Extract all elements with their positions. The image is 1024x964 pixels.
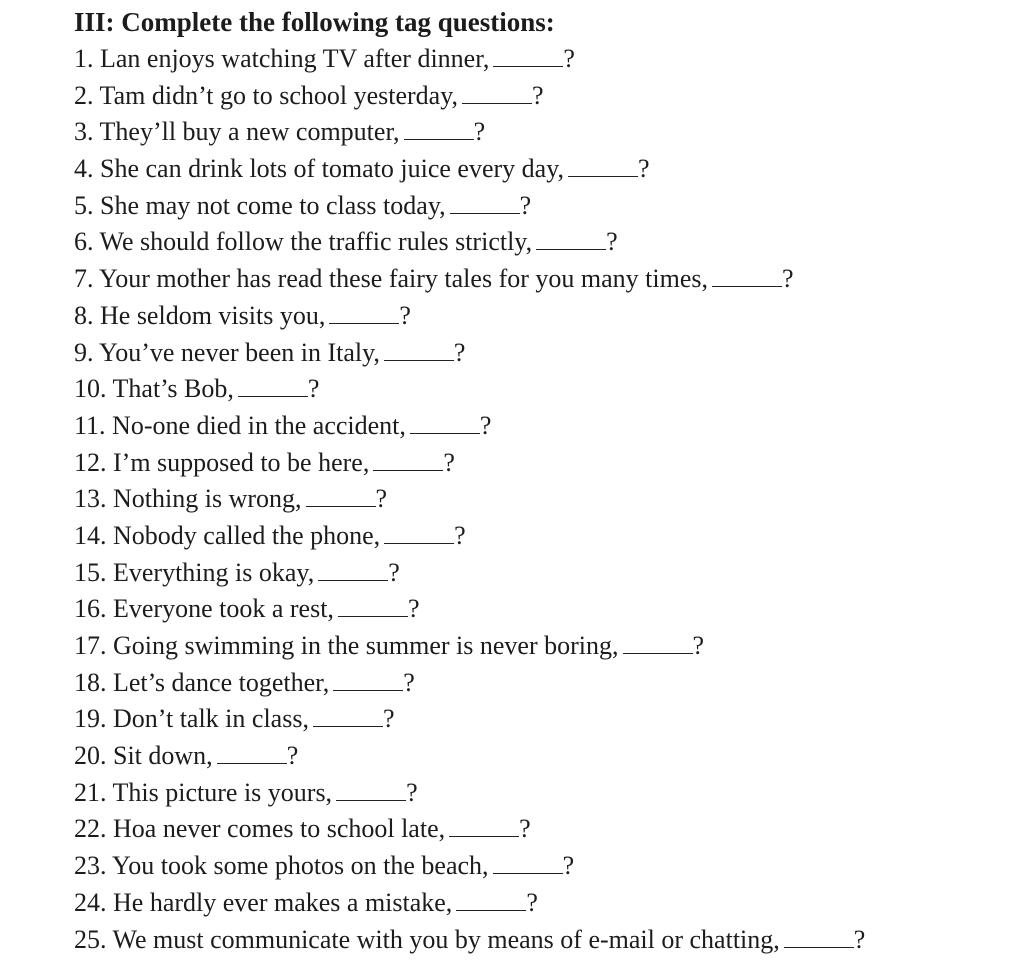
question-number: 11. [74,410,106,440]
question-number: 2. [74,80,94,110]
question-item [74,922,1014,959]
answer-blank[interactable] [493,46,563,67]
question-item [74,591,1014,628]
answer-blank[interactable] [536,229,606,250]
question-text: Going swimming in the summer is never boring, [113,631,619,660]
question-number: 10. [74,374,107,404]
question-number: 19. [74,704,107,734]
question-item [74,701,1014,738]
question-text: Sit down, [113,741,213,771]
question-item [74,665,1014,702]
question-mark: ? [382,704,395,734]
question-mark: ? [403,667,415,697]
question-mark: ? [375,484,388,514]
question-text: Nobody called the phone, [113,520,381,550]
question-number: 20. [74,741,107,771]
question-mark: ? [519,190,532,220]
question-text: Don’t talk in class, [113,704,309,734]
question-text: He seldom visits you, [100,300,326,330]
question-mark: ? [563,44,575,73]
question-number: 8. [74,300,94,330]
question-mark: ? [479,410,492,440]
worksheet [74,4,1014,958]
question-mark: ? [692,631,705,660]
question-number: 9. [74,337,94,367]
question-item [74,224,1014,261]
question-item [74,811,1014,848]
question-text: Everyone took a rest, [113,594,334,624]
answer-blank[interactable] [373,450,443,471]
question-number: 22. [74,814,107,844]
question-number: 17. [74,631,107,660]
answer-blank[interactable] [404,119,474,140]
question-number: 14. [74,520,107,550]
question-text: They’ll buy a new computer, [99,117,400,147]
question-text: I’m supposed to be here, [113,447,370,477]
question-item [74,481,1014,518]
question-text: Let’s dance together, [113,667,330,697]
question-item [74,114,1014,151]
question-number: 7. [74,264,94,294]
answer-blank[interactable] [306,486,376,507]
question-mark: ? [638,154,650,184]
question-item [74,848,1014,885]
question-item [74,445,1014,482]
question-item [74,188,1014,225]
question-mark: ? [454,520,466,550]
question-mark: ? [406,777,418,807]
question-mark: ? [388,557,400,587]
question-text: Everything is okay, [113,557,315,587]
question-text: This picture is yours, [112,777,333,807]
worksheet-heading: III: Complete the following tag questions: [74,7,555,37]
question-item [74,628,1014,665]
question-item [74,371,1014,408]
answer-blank[interactable] [784,927,854,948]
question-item [74,775,1014,812]
answer-blank[interactable] [449,816,519,837]
question-item [74,298,1014,335]
question-text: Nothing is wrong, [113,484,302,514]
answer-blank[interactable] [329,303,399,324]
question-mark: ? [519,814,531,844]
question-mark: ? [532,80,544,110]
question-text: We should follow the traffic rules strictly, [99,227,533,257]
question-mark: ? [853,924,866,954]
question-number: 1. [74,44,94,73]
answer-blank[interactable] [450,193,520,214]
question-mark: ? [399,300,411,330]
answer-blank[interactable] [384,523,454,544]
question-number: 18. [74,667,107,697]
question-number: 21. [74,777,107,807]
question-mark: ? [443,447,455,477]
question-number: 5. [74,190,94,220]
question-text: You took some photos on the beach, [112,851,489,881]
answer-blank[interactable] [410,413,480,434]
question-mark: ? [286,741,299,771]
question-text: You’ve never been in Italy, [99,337,380,367]
question-item [74,335,1014,372]
question-mark: ? [307,374,320,404]
question-number: 13. [74,484,107,514]
question-text: No-one died in the accident, [112,410,406,440]
answer-blank[interactable] [336,780,406,801]
answer-blank[interactable] [712,266,782,287]
question-item [74,555,1014,592]
question-mark: ? [407,594,420,624]
question-text: That’s Bob, [112,374,234,404]
question-mark: ? [473,117,486,147]
question-number: 12. [74,447,107,477]
question-mark: ? [606,227,618,257]
question-number: 23. [74,851,107,881]
answer-blank[interactable] [462,83,532,104]
question-item [74,518,1014,555]
question-item [74,261,1014,298]
answer-blank[interactable] [333,670,403,691]
answer-blank[interactable] [493,853,563,874]
question-mark: ? [781,264,794,294]
question-number: 24. [74,887,107,917]
answer-blank[interactable] [318,560,388,581]
question-text: Hoa never comes to school late, [113,814,446,844]
question-item [74,41,1014,78]
answer-blank[interactable] [623,633,693,654]
question-number: 3. [74,117,94,147]
answer-blank[interactable] [313,706,383,727]
question-text: Tam didn’t go to school yesterday, [99,80,459,110]
answer-blank[interactable] [456,890,526,911]
question-text: She may not come to class today, [100,190,446,220]
answer-blank[interactable] [217,743,287,764]
question-text: He hardly ever makes a mistake, [113,887,453,917]
question-text: She can drink lots of tomato juice every day, [100,154,565,184]
answer-blank[interactable] [238,376,308,397]
question-number: 4. [74,154,94,184]
question-mark: ? [562,851,575,881]
question-item [74,738,1014,775]
question-number: 25. [74,924,107,954]
question-item [74,885,1014,922]
question-item [74,408,1014,445]
question-mark: ? [453,337,466,367]
question-text: Lan enjoys watching TV after dinner, [100,44,490,73]
question-list [74,41,1014,958]
answer-blank[interactable] [568,156,638,177]
question-text: Your mother has read these fairy tales for you many times, [99,264,708,294]
question-item [74,78,1014,115]
question-number: 15. [74,557,107,587]
answer-blank[interactable] [338,596,408,617]
question-item [74,151,1014,188]
question-number: 6. [74,227,94,257]
question-number: 16. [74,594,107,624]
question-mark: ? [526,887,538,917]
answer-blank[interactable] [384,340,454,361]
question-text: We must communicate with you by means of e-mail or chatting, [112,924,780,954]
